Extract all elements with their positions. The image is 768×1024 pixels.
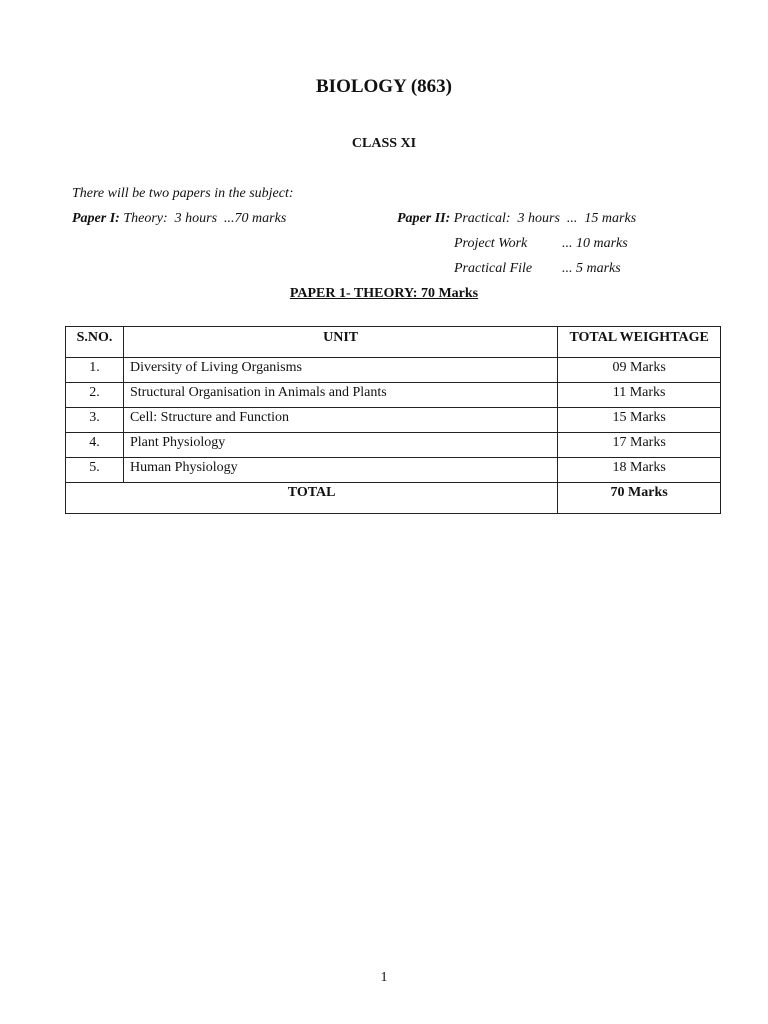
table-row [66,408,721,433]
cell-weightage: 09 Marks [558,358,721,383]
table-row [66,358,721,383]
table-row [66,383,721,408]
paper-1-text: Theory: 3 hours ...70 marks [123,211,287,226]
cell-weightage: 18 Marks [558,458,721,483]
table-header-row [66,327,721,358]
total-value: 70 Marks [558,483,721,514]
paper-1-label: Paper I: [72,211,120,226]
page-number: 1 [380,970,388,985]
cell-unit: Structural Organisation in Animals and Plants [123,383,557,408]
paper-2-row-project [454,236,628,252]
cell-unit: Human Physiology [123,458,557,483]
cell-unit: Plant Physiology [123,433,557,458]
cell-sno: 1. [66,358,124,383]
paper-2-row-label: Project Work [454,236,528,251]
paper-1-info [72,211,286,227]
paper-2-row-label: Practical File [454,261,533,276]
cell-sno: 5. [66,458,124,483]
cell-unit: Cell: Structure and Function [123,408,557,433]
paper-2-row-value: ... 5 marks [562,261,621,276]
cell-weightage: 11 Marks [558,383,721,408]
intro-text: There will be two papers in the subject: [72,186,294,201]
column-header-weightage: TOTAL WEIGHTAGE [558,327,721,358]
cell-weightage: 15 Marks [558,408,721,433]
cell-unit: Diversity of Living Organisms [123,358,557,383]
paper-2-info [397,211,636,227]
cell-weightage: 17 Marks [558,433,721,458]
paper-2-row-file [454,261,621,277]
paper-2-label: Paper II: [397,211,451,226]
section-heading: PAPER 1- THEORY: 70 Marks [289,286,479,301]
paper-2-text: Practical: 3 hours ... 15 marks [453,211,637,226]
document-title: BIOLOGY (863) [316,76,452,97]
cell-sno: 3. [66,408,124,433]
cell-sno: 4. [66,433,124,458]
table-row [66,458,721,483]
table-row [66,433,721,458]
class-heading: CLASS XI [351,136,417,151]
cell-sno: 2. [66,383,124,408]
weightage-table [65,326,721,514]
paper-2-row-value: ... 10 marks [562,236,628,251]
column-header-unit: UNIT [123,327,557,358]
table-total-row [66,483,721,514]
total-label: TOTAL [66,483,558,514]
column-header-sno: S.NO. [66,327,124,358]
